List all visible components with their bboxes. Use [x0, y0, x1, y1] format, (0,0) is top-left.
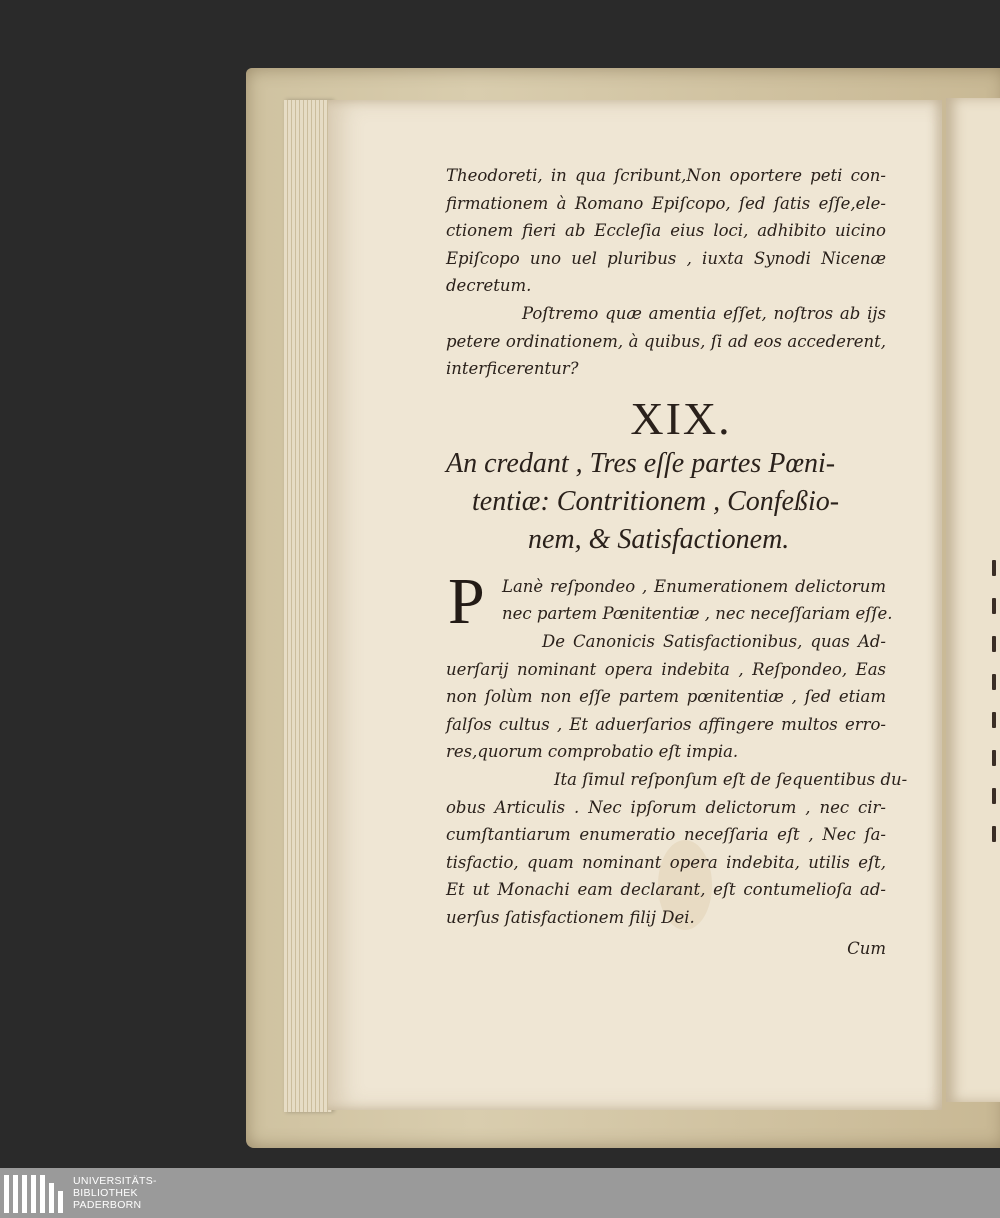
text-line: res,quorum comprobatio eſt impia. — [446, 742, 739, 762]
text-line: De Canonicis Satisfactionibus, quas Ad- — [542, 631, 886, 651]
page-edges — [284, 100, 332, 1112]
page-text — [446, 162, 908, 963]
text-line: Ita ſimul reſponſum eſt de ſequentibus du- — [554, 769, 908, 789]
library-footer-bar — [0, 1168, 1000, 1218]
catchword: Cum — [847, 939, 886, 959]
drop-cap: P — [448, 564, 485, 638]
text-line: cumſtantiarum enumeratio neceſſaria eſt , Nec ſa- — [446, 825, 886, 845]
text-line: falſos cultus , Et aduerſarios affingere multos erro- — [446, 714, 886, 734]
text-line: non ſolùm non eſſe partem pœnitentiæ , ſed etiam — [446, 687, 886, 707]
text-line: firmationem à Romano Epiſcopo, ſed ſatis eſſe,ele- — [446, 193, 886, 213]
library-name-line: BIBLIOTHEK — [73, 1187, 138, 1199]
text-line: uerſus ſatisfactionem filij Dei. — [446, 907, 695, 927]
text-line: Lanè reſpondeo , Enumerationem delictorum — [502, 576, 886, 596]
chapter-heading — [446, 445, 886, 559]
library-logo-icon — [4, 1173, 63, 1213]
text-line: Poſtremo quæ amentia eſſet, noſtros ab ijs — [522, 303, 886, 323]
text-line: obus Articulis . Nec ipſorum delictorum , nec cir- — [446, 797, 886, 817]
text-line: nec partem Pœnitentiæ , nec neceſſariam eſſe. — [502, 604, 893, 624]
first-paragraph — [446, 564, 893, 638]
text-line: uerſarij nominant opera indebita , Reſpondeo, Eas — [446, 659, 886, 679]
library-name-line: PADERBORN — [73, 1199, 142, 1211]
library-name — [73, 1175, 157, 1211]
text-line: petere ordinationem, à quibus, ſi ad eos accederent, — [446, 331, 886, 351]
heading-line: nem, & Satisfactionem. — [528, 523, 790, 555]
heading-line: An credant , Tres eſſe partes Pœni- — [446, 447, 836, 479]
text-line: Theodoreti, in qua ſcribunt,Non oportere peti con- — [446, 166, 886, 185]
text-line: Et ut Monachi eam declarant, eſt contumelioſa ad- — [446, 880, 886, 900]
chapter-number: XIX. — [630, 392, 732, 444]
text-line: interficerentur? — [446, 359, 579, 379]
text-line: tisfactio, quam nominant opera indebita, utilis eſt, — [446, 852, 886, 872]
text-line: Epiſcopo uno uel pluribus , iuxta Synodi Nicenæ — [446, 248, 886, 268]
heading-line: tentiæ: Contritionem , Confeßio- — [472, 485, 840, 517]
library-name-line: UNIVERSITÄTS- — [73, 1175, 157, 1187]
text-line: ctionem fieri ab Eccleſia eius loci, adhibito uicino — [446, 221, 886, 241]
facing-page-text-fragments — [992, 560, 1000, 864]
text-line: decretum. — [446, 276, 532, 296]
